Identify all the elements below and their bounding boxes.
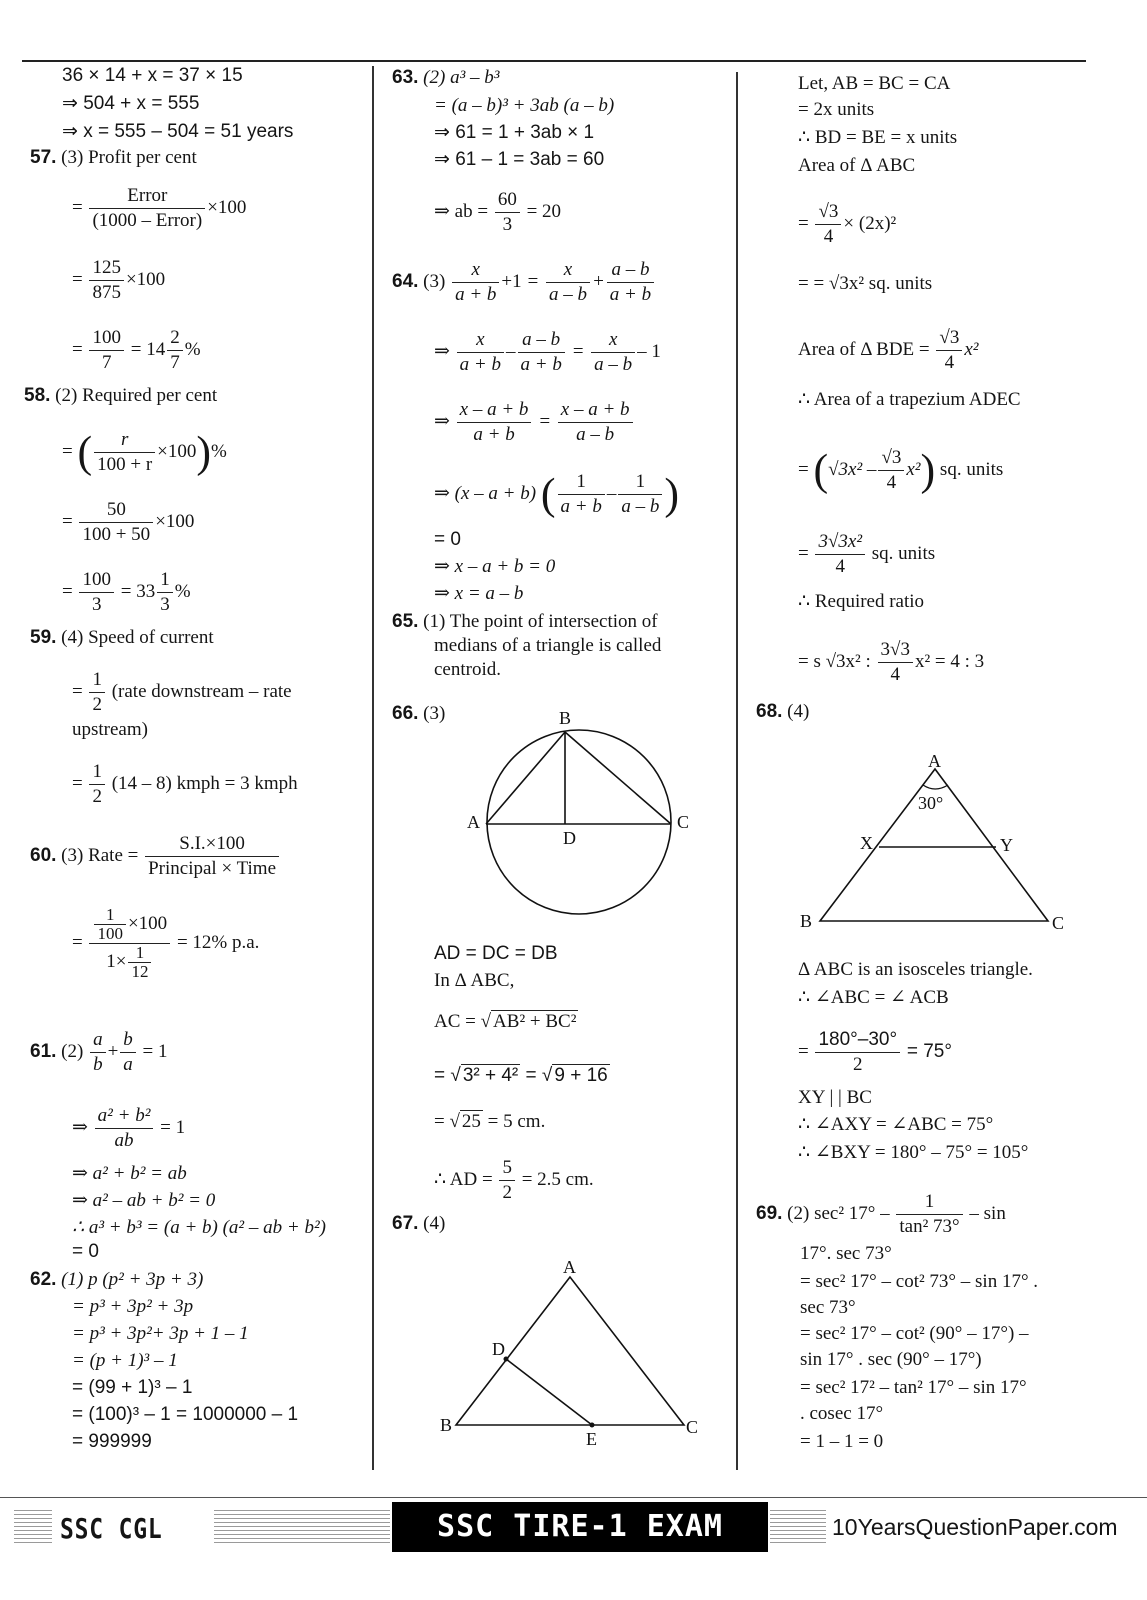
circle-triangle-diagram [455,700,705,930]
numerator: 1 [128,944,151,963]
numerator: 1 [89,668,105,693]
times-100: ×100 [127,912,168,934]
question-heading: (4) [787,701,810,722]
angle-label: 30° [918,793,944,813]
fraction [94,428,155,477]
fraction [518,328,565,377]
equation-line: = $\frac{\text{3√3x²}}{4}$ sq. units [798,531,936,577]
equation-line: ⇒ $\frac{x - a + b}{a + b}$ = $\frac{x - a + b}{a - b}$ [434,398,635,447]
fraction [120,1028,136,1077]
text-line: ⇒ 61 – 1 = 3ab = 60 [434,149,605,170]
radicand: 9 + 16 [554,1065,608,1086]
numerator: 180°–30° [815,1028,900,1053]
question-number: 57. [30,147,57,168]
equation-line: = ( $\frac{r}{100 + r}$ ×100)% [62,427,227,477]
equation-prefix: = s √3x² : [798,650,871,672]
text-line: = sec² 17° – cot² (90° – 17°) – [800,1323,1029,1344]
times-100: ×100 [155,510,195,532]
question-number: 64. [392,270,419,292]
question-58 [24,384,217,408]
fraction [896,1190,962,1239]
numerator: b [120,1028,136,1053]
text-line: ⇒ 61 = 1 + 3ab × 1 [434,122,595,143]
numerator: 100 [79,568,114,593]
footer-stripes-mid-left [214,1510,390,1546]
equation-line: = $\frac{1}{100}$ ×100 1× $\frac{1}{12}$ = 12% p.a. [72,905,260,981]
numerator: 5 [499,1156,515,1181]
denominator: a + b [609,284,652,305]
equation-suffix: x² [964,338,979,360]
denominator: a – b [621,496,660,517]
label-b: B [559,708,572,728]
numerator: 125 [89,256,124,281]
fraction [89,184,205,233]
text-line: medians of a triangle is called [434,635,662,656]
denominator: 4 [890,664,900,685]
percent-sign: % [211,440,227,462]
question-number: 69. [756,1202,783,1224]
question-67 [392,1212,445,1236]
numerator: 100 [89,326,124,351]
question-number: 66. [392,703,419,724]
fraction [618,470,662,519]
question-heading: (1) p (p² + 3p + 3) [61,1269,204,1290]
question-heading: (2) a³ – b³ [423,67,500,88]
denominator: a + b [459,354,501,375]
numerator: √3 [815,200,841,225]
text-line: ∴ ∠AXY = ∠ABC = 75° [798,1114,994,1135]
label-a: A [928,751,941,771]
equation-line: = $\frac{1}{2}$ (14 – 8) kmph = 3 kmph [72,761,298,807]
text-line: = (99 + 1)³ – 1 [72,1377,193,1398]
percent-sign: % [184,338,201,360]
question-63 [392,66,499,90]
numerator: 3√3 [878,638,913,663]
percent-sign: % [174,580,191,602]
footer-rule [0,1497,1147,1498]
column-divider-1 [372,66,374,1470]
denominator: 3 [502,214,513,235]
denominator: a + b [520,354,562,375]
text-line: = sec² 17° – cot² 73° – sin 17° . [800,1271,1039,1292]
equation-line: = Error (1000 – Error) ×100 [72,185,247,231]
equation-line [434,188,561,237]
equation-line: = $\frac{50}{100 + 50}$ ×100 [62,499,195,545]
equation-line: = $\frac{1}{2}$ (rate downstream – rate [72,669,292,715]
footer-middle-label: SSC TIRE-1 EXAM [392,1502,768,1552]
question-61: 61. (2) $\frac{a}{b}$ + $\frac{b}{a}$ = 1 [30,1029,168,1075]
fraction [452,258,499,307]
denominator: a – b [576,424,615,445]
text-line: 17°. sec 73° [800,1243,892,1264]
fraction [878,638,913,687]
denominator: tan² 73° [899,1216,960,1237]
question-heading: (3) Profit per cent [61,147,197,168]
question-heading: (4) Speed of current [61,627,214,648]
text-line: sin 17° . sec (90° – 17°) [800,1349,982,1370]
text-line: XY | | BC [798,1087,872,1108]
fraction [94,906,126,943]
text-line: = p³ + 3p²+ 3p + 1 – 1 [72,1323,249,1344]
denominator: 3 [160,594,170,615]
text-line: In Δ ABC, [434,970,515,991]
result: = 5 cm. [487,1111,546,1132]
question-heading: (2) [61,1040,84,1062]
column-divider-2 [736,72,738,1470]
denominator: 2 [92,786,102,807]
numerator: x [546,258,590,283]
label-c: C [1052,913,1065,933]
denominator: 2 [853,1054,863,1075]
fraction [878,446,904,495]
result: = 20 [526,200,562,222]
numerator: x – a + b [558,398,633,423]
question-number: 62. [30,1269,57,1290]
denominator: a + b [560,496,602,517]
triangle-abc [820,769,1048,921]
equation-line: = $\frac{100}{7}$ = 14 $\frac{2}{7}$ % [72,327,201,373]
numerator: 1 [89,760,105,785]
fraction [128,944,151,981]
times-100: ×100 [207,196,247,218]
fraction [89,760,105,809]
fraction [457,328,504,377]
question-number: 59. [30,627,57,648]
question-heading: (3) Rate = [61,844,139,866]
question-heading: (4) [423,1213,446,1234]
text-line: Δ ABC is an isosceles triangle. [798,959,1033,980]
text-line: upstream) [72,719,148,740]
footer-left-label: SSC CGL [60,1512,163,1545]
question-57 [30,146,197,170]
triangle-abc [456,1277,684,1425]
equation-line: = $\frac{125}{875}$ ×100 [72,257,166,303]
question-number: 68. [756,701,783,722]
text-line: = 2x units [798,99,875,120]
question-number: 63. [392,67,419,88]
question-heading: (2) sec² 17° – [787,1202,890,1224]
numerator: a – b [607,258,654,283]
text-line: ⇒ x = 555 – 504 = 51 years [62,121,294,142]
label-c: C [686,1417,699,1437]
plus-one: +1 [501,270,522,292]
text-line: = 0 [72,1241,99,1262]
footer-stripes-left [14,1510,52,1546]
label-b: B [440,1415,453,1435]
denominator: a + b [473,424,515,445]
fraction [591,328,635,377]
denominator: 100 + r [97,454,153,475]
numerator: Error [89,184,205,209]
fraction [89,326,124,375]
text-line: (rate downstream – rate [111,680,292,702]
denominator: 4 [823,226,834,247]
fraction [607,258,654,307]
question-number: 58. [24,385,51,406]
fraction [558,398,633,447]
fraction [157,568,173,617]
radicand: 3² + 4² [462,1065,519,1086]
times-100: ×100 [125,268,166,290]
mixed-whole: 33 [136,580,156,602]
fraction [79,568,114,617]
text-line: centroid. [434,659,502,680]
question-number: 67. [392,1213,419,1234]
equation-line: = = √3x² sq. units [798,273,933,294]
denominator: ab [114,1130,134,1151]
equation-line: = √ 25 = 5 cm. [434,1111,546,1132]
denominator: 4 [835,556,845,577]
label-x: X [860,833,873,853]
numerator: √3 [936,326,962,351]
fraction [558,470,605,519]
text-line: ∴ ∠BXY = 180° – 75° = 105° [798,1142,1029,1163]
units: sq. units [939,458,1004,480]
label-d: D [563,828,576,848]
denominator: 3 [91,594,102,615]
equation-suffix: x² [906,458,921,480]
fraction [815,200,841,249]
numerator: S.I.×100 [145,832,279,857]
equals-one: = 1 [142,1040,168,1062]
fraction [89,668,105,717]
denominator: a + b [455,284,497,305]
numerator: 1 [558,470,605,495]
complex-fraction [89,906,170,981]
top-rule [22,60,1086,62]
text-line: ∴ ∠ABC = ∠ ACB [798,987,949,1008]
radicand: 25 [461,1111,481,1132]
text-line: 36 × 14 + x = 37 × 15 [62,65,243,86]
label-e: E [586,1429,597,1449]
mixed-whole: 14 [146,338,166,360]
equation-line: ⇒ $\frac{\text{a² + b²}}{ab}$ = 1 [72,1105,186,1151]
numerator: 1 [157,568,173,593]
text-line: = sec² 17² – tan² 17° – sin 17° [800,1377,1027,1398]
angle-arc [923,785,948,789]
label-a: A [563,1257,576,1277]
fraction [95,1104,154,1153]
question-heading: (3) [423,703,446,724]
equation-suffix: – sin [969,1202,1006,1224]
fraction [815,530,865,579]
numerator: 3√3x² [815,530,865,555]
text-line: = √3x² sq. units [813,273,933,294]
text-line: = 1 – 1 = 0 [800,1431,884,1452]
question-heading: (2) Required per cent [55,385,218,406]
question-64: 64. (3) $\frac{x}{a + b}$ +1 = $\frac{x}{a - b}$ + $\frac{a - b}{a + b}$ [392,258,656,307]
equation-line: = $\frac{√3}{4}$ × (2x)² [798,201,897,247]
text-line: ∴ Required ratio [798,591,925,612]
numerator: 50 [79,498,153,523]
fraction [89,256,124,305]
question-number: 65. [392,611,419,632]
equation-line: = $\frac{100}{3}$ = 33 $\frac{1}{3}$ % [62,569,191,615]
text-line: ⇒ x = a – b [434,583,524,604]
label-a: A [467,812,480,832]
text-line: ∴ a³ + b³ = (a + b) (a² – ab + b²) [72,1217,326,1238]
text-line: sec 73° [800,1297,856,1318]
question-68 [756,700,809,724]
question-number: 61. [30,1040,57,1062]
footer-stripes-mid-right [770,1510,826,1546]
question-heading: (3) [423,270,446,292]
numerator: √3 [878,446,904,471]
text-line: ∴ Area of a trapezium ADEC [798,389,1021,410]
segment-bc [565,732,671,824]
numerator: x [591,328,635,353]
numerator: a – b [518,328,565,353]
segment-de [506,1359,592,1425]
equation-line: = √ 3² + 4² = √ 9 + 16 [434,1065,608,1086]
denominator: 875 [92,282,121,303]
question-62 [30,1268,203,1292]
text-line: ⇒ x – a + b = 0 [434,556,556,577]
denominator: b [93,1054,103,1075]
triangle-ade-diagram [430,1255,710,1455]
fraction [167,326,183,375]
fraction [546,258,590,307]
text-line: = 999999 [72,1431,152,1452]
equation-prefix: ⇒ (x – a + b) [434,482,537,504]
one-times: 1× [106,950,127,972]
fraction [499,1156,515,1205]
denominator: a – b [594,354,633,375]
fraction [457,398,532,447]
question-66 [392,702,445,726]
text-line: Area of Δ ABC [798,155,916,176]
equation-line: ⇒ $\frac{x}{a + b}$ – $\frac{a - b}{a + b}$ = $\frac{x}{a - b}$ – 1 [434,329,661,375]
isosceles-triangle-diagram [790,745,1090,945]
denominator: 100 [97,924,123,943]
question-69 [756,1190,1006,1239]
times-100: ×100 [157,440,197,462]
denominator: 4 [886,472,897,493]
equation-line [434,1156,594,1205]
numerator: 1 [618,470,662,495]
footer-website-link[interactable]: 10YearsQuestionPaper.com [832,1514,1118,1540]
label-d: D [492,1339,505,1359]
fraction [90,1028,106,1077]
question-60 [30,832,281,881]
equation-term: √3x² – [828,458,877,480]
radicand: AB² + BC² [493,1011,577,1032]
label-y: Y [1000,835,1013,855]
numerator: a [90,1028,106,1053]
point-e [590,1423,595,1428]
text-line: Let, AB = BC = CA [798,73,951,94]
minus-one: – 1 [637,340,661,362]
equals-one: = 1 [160,1116,186,1138]
numerator: x [457,328,504,353]
denominator: 2 [502,1182,512,1203]
equation-line [798,326,978,375]
fraction [495,188,520,237]
label-b: B [800,911,813,931]
equation-line [798,638,984,687]
equation-line: ⇒ (x – a + b) ( $\frac{1}{a + b}$ – $\frac{1}{a - b}$ ) [434,469,679,519]
text-line: (1) The point of intersection of [423,611,658,632]
text-line: = (100)³ – 1 = 1000000 – 1 [72,1404,299,1425]
question-number: 60. [30,844,57,866]
result: = 75° [906,1040,952,1062]
text-line: = 0 [434,529,461,550]
text-line: = (p + 1)³ – 1 [72,1350,178,1371]
question-59 [30,626,214,650]
denominator: Principal × Time [148,858,277,879]
equation-prefix: Area of Δ BDE = [798,338,930,360]
numerator: 1 [94,906,126,925]
denominator: a – b [548,284,587,305]
numerator: x – a + b [457,398,532,423]
text-line: ⇒ a² – ab + b² = 0 [72,1190,216,1211]
circle [487,730,671,914]
numerator: r [94,428,155,453]
question-65 [392,610,658,634]
denominator: 4 [944,352,955,373]
numerator: x [452,258,499,283]
denominator: 100 + 50 [82,524,151,545]
result: x² = 4 : 3 [914,650,985,672]
equation-line: AC = √ AB² + BC² [434,1011,577,1032]
text-line: ∴ BD = BE = x units [798,127,958,148]
equation-line: = (√3x² – $\frac{√3}{4}$ x²) sq. units [798,445,1004,495]
fraction [815,1028,900,1077]
text-line: AD = DC = DB [434,943,558,964]
text-line: ⇒ 504 + x = 555 [62,93,200,114]
result: = 2.5 cm. [521,1168,594,1190]
denominator: 12 [131,962,149,981]
text-line: (14 – 8) kmph = 3 kmph [111,772,298,794]
denominator: 7 [170,352,180,373]
denominator: (1000 – Error) [92,210,203,231]
equation-prefix: AC = [434,1011,476,1032]
equation-suffix: × (2x)² [843,212,897,234]
text-line: = p³ + 3p² + 3p [72,1296,194,1317]
denominator: a [123,1054,133,1075]
fraction [145,832,279,881]
fraction [936,326,962,375]
text-line: = (a – b)³ + 3ab (a – b) [434,95,615,116]
text-line: ⇒ a² + b² = ab [72,1163,187,1184]
numerator: a² + b² [95,1104,154,1129]
result: = 12% p.a. [176,931,260,953]
text-line: . cosec 17° [800,1403,884,1424]
fraction [79,498,153,547]
equation-prefix: ⇒ ab = [434,200,489,222]
numerator: 2 [167,326,183,351]
equation-prefix: ∴ AD = [434,1168,493,1190]
numerator: 1 [896,1190,962,1215]
equation-line: = $\frac{180^\circ-30^\circ}{2}$ = 75° [798,1029,952,1075]
numerator: 60 [495,188,520,213]
denominator: 2 [92,694,102,715]
label-c: C [677,812,690,832]
denominator: 7 [101,352,112,373]
units: sq. units [871,542,936,564]
